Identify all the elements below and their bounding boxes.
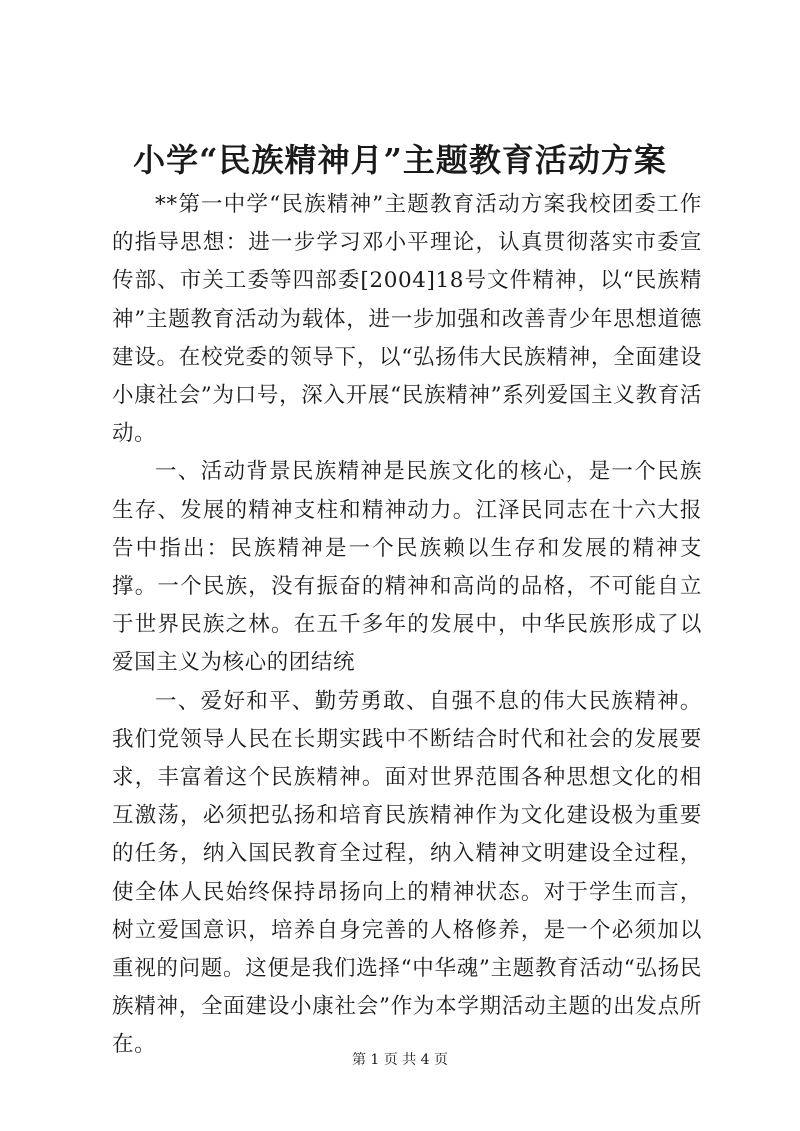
paragraph-intro: **第一中学“民族精神”主题教育活动方案我校团委工作的指导思想：进一步学习邓小平理论，认真贯彻落实市委宣传部、市关工委等四部委[2004]18号文件精神，以“民族精神”主题教育活动为载体，进一步加强和改善青少年思想道德建设。在校党委的领导下，以“弘扬伟大民族精神，全面建设小康社会”为口号，深入开展“民族精神”系列爱国主义教育活动。: [112, 192, 702, 447]
document-title: 小学“民族精神月”主题教育活动方案: [133, 141, 667, 179]
document-body: [112, 186, 702, 1065]
page-footer: 第 1 页 共 4 页: [351, 1052, 449, 1068]
paragraph-spirit: 一、爱好和平、勤劳勇敢、自强不息的伟大民族精神。我们党领导人民在长期实践中不断结合时代和社会的发展要求，丰富着这个民族精神。面对世界范围各种思想文化的相互激荡，必须把弘扬和培育民族精神作为文化建设极为重要的任务，纳入国民教育全过程，纳入精神文明建设全过程，使全体人民始终保持昂扬向上的精神状态。对于学生而言，树立爱国意识，培养自身完善的人格修养，是一个必须加以重视的问题。这便是我们选择“中华魂”主题教育活动“弘扬民族精神，全面建设小康社会”作为本学期活动主题的出发点所在。: [112, 688, 702, 1058]
paragraph-background: 一、活动背景民族精神是民族文化的核心，是一个民族生存、发展的精神支柱和精神动力。江泽民同志在十六大报告中指出：民族精神是一个民族赖以生存和发展的精神支撑。一个民族，没有振奋的精神和高尚的品格，不可能自立于世界民族之林。在五千多年的发展中，中华民族形成了以爱国主义为核心的团结统: [112, 459, 702, 676]
